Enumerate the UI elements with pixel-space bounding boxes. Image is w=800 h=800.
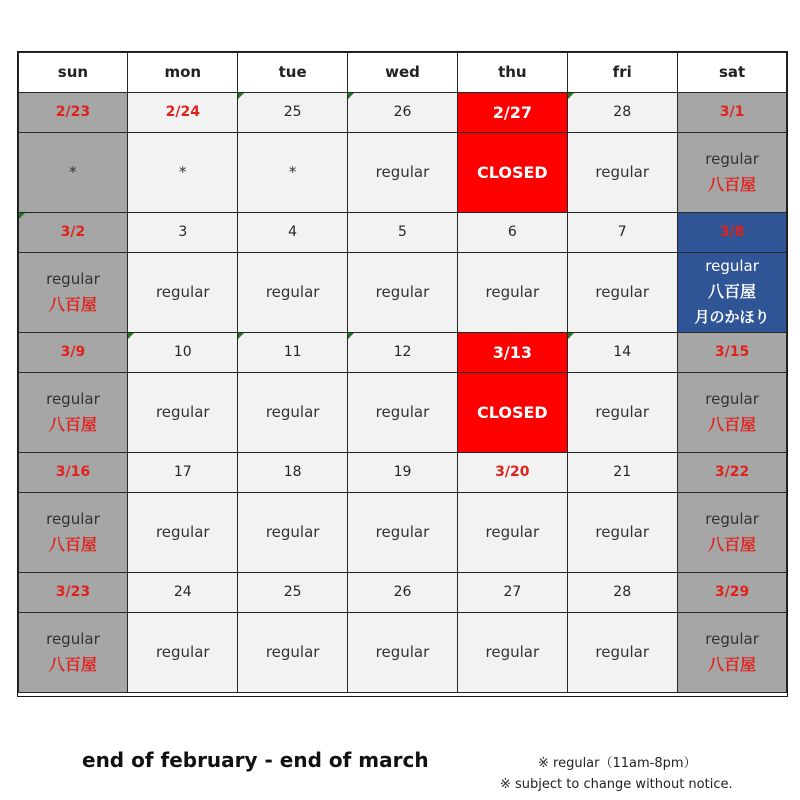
date-cell[interactable] [347, 332, 458, 373]
schedule-cell[interactable] [18, 372, 129, 453]
event-name: 月のかほり [694, 308, 770, 326]
schedule-label: regular [595, 643, 650, 661]
vendor-tag: 八百屋 [708, 174, 757, 194]
date-label: 2/24 [165, 104, 200, 120]
date-label: 2/27 [492, 102, 532, 122]
schedule-cell[interactable] [18, 612, 129, 693]
date-label: 6 [507, 224, 517, 240]
schedule-label: * [288, 163, 297, 181]
date-cell[interactable] [18, 92, 129, 133]
schedule-cell[interactable] [347, 372, 458, 453]
vendor-tag: 八百屋 [48, 654, 97, 674]
weekday-header-sun: sun [18, 52, 129, 93]
date-cell[interactable] [677, 452, 788, 493]
date-label: 27 [503, 584, 522, 600]
date-cell[interactable] [457, 572, 568, 613]
vendor-tag: 八百屋 [708, 414, 757, 434]
change-note: ※ subject to change without notice. [500, 777, 733, 792]
period-title: end of february - end of march [82, 748, 429, 772]
date-label: 28 [613, 104, 632, 120]
schedule-label: regular [595, 523, 650, 541]
schedule-label: regular [155, 523, 210, 541]
date-label: 7 [617, 224, 627, 240]
schedule-cell[interactable] [237, 372, 348, 453]
weekday-header-sat: sat [677, 52, 788, 93]
schedule-label: regular [265, 643, 320, 661]
schedule-cell[interactable] [677, 492, 788, 573]
date-label: 3/13 [492, 342, 532, 362]
date-cell[interactable] [347, 92, 458, 133]
date-label: 3/23 [55, 584, 91, 600]
schedule-cell[interactable] [347, 492, 458, 573]
schedule-label: regular [155, 283, 210, 301]
schedule-cell[interactable] [567, 372, 678, 453]
schedule-label: regular [595, 283, 650, 301]
date-cell[interactable] [237, 332, 348, 373]
date-label: 12 [393, 344, 412, 360]
date-label: 26 [393, 584, 412, 600]
date-cell[interactable] [237, 212, 348, 253]
schedule-cell[interactable] [567, 132, 678, 213]
date-cell[interactable] [347, 212, 458, 253]
vendor-tag: 八百屋 [708, 282, 757, 301]
schedule-label: regular [46, 629, 100, 648]
date-label: 3/16 [55, 464, 91, 480]
date-cell[interactable] [677, 212, 788, 253]
date-label: 24 [173, 584, 192, 600]
date-cell[interactable] [457, 212, 568, 253]
date-cell[interactable] [237, 452, 348, 493]
schedule-cell[interactable] [567, 612, 678, 693]
schedule-cell[interactable] [18, 132, 129, 213]
closed-label: CLOSED [477, 402, 548, 422]
date-cell[interactable] [237, 572, 348, 613]
vendor-tag: 八百屋 [708, 654, 757, 674]
date-cell[interactable] [127, 212, 238, 253]
schedule-label: regular [705, 149, 759, 168]
date-cell[interactable] [127, 332, 238, 373]
schedule-cell[interactable] [237, 132, 348, 213]
weekday-header-mon: mon [127, 52, 238, 93]
date-cell[interactable] [18, 452, 129, 493]
schedule-label: regular [375, 403, 430, 421]
schedule-label: regular [265, 523, 320, 541]
date-label: 25 [283, 584, 302, 600]
schedule-label: * [179, 163, 187, 181]
schedule-label: regular [375, 283, 430, 301]
date-label: 2/23 [55, 104, 91, 120]
date-cell[interactable] [567, 332, 678, 373]
date-cell[interactable] [677, 332, 788, 373]
date-cell[interactable] [457, 332, 568, 373]
schedule-label: regular [485, 523, 540, 541]
schedule-cell[interactable] [127, 132, 238, 213]
date-label: 3/9 [60, 344, 86, 360]
schedule-cell[interactable] [347, 612, 458, 693]
schedule-cell[interactable] [457, 612, 568, 693]
date-label: 14 [613, 344, 632, 360]
schedule-cell[interactable] [347, 132, 458, 213]
schedule-cell[interactable] [127, 372, 238, 453]
vendor-tag: 八百屋 [48, 534, 97, 554]
weekday-header-fri: fri [567, 52, 678, 93]
calendar-grid [17, 51, 788, 697]
schedule-label: regular [705, 257, 759, 275]
date-cell[interactable] [567, 452, 678, 493]
schedule-label: regular [375, 643, 430, 661]
date-cell[interactable] [677, 92, 788, 133]
schedule-label: regular [705, 509, 759, 528]
schedule-cell[interactable] [347, 252, 458, 333]
date-cell[interactable] [127, 452, 238, 493]
schedule-label: regular [485, 643, 540, 661]
schedule-cell[interactable] [18, 252, 129, 333]
schedule-label: regular [155, 403, 210, 421]
date-cell[interactable] [237, 92, 348, 133]
schedule-label: regular [485, 283, 540, 301]
schedule-cell[interactable] [127, 612, 238, 693]
schedule-label: regular [705, 629, 759, 648]
schedule-cell[interactable] [237, 492, 348, 573]
closed-label: CLOSED [477, 162, 548, 182]
weekday-header-tue: tue [237, 52, 348, 93]
date-label: 3/22 [714, 464, 750, 480]
date-label: 3/15 [714, 344, 750, 360]
schedule-label: regular [375, 523, 430, 541]
date-cell[interactable] [18, 572, 129, 613]
date-label: 19 [393, 464, 412, 480]
closed-day-cell[interactable] [457, 132, 568, 213]
schedule-cell[interactable] [677, 132, 788, 213]
date-cell[interactable] [127, 572, 238, 613]
vendor-tag: 八百屋 [708, 534, 757, 554]
date-label: 3/2 [60, 224, 86, 240]
date-label: 11 [283, 344, 302, 360]
date-cell[interactable] [567, 212, 678, 253]
schedule-cell[interactable] [127, 492, 238, 573]
schedule-label: regular [46, 389, 100, 408]
date-cell[interactable] [567, 92, 678, 133]
date-cell[interactable] [127, 92, 238, 133]
date-cell[interactable] [347, 452, 458, 493]
vendor-tag: 八百屋 [48, 414, 97, 434]
schedule-cell[interactable] [457, 252, 568, 333]
date-label: 17 [173, 464, 192, 480]
date-cell[interactable] [457, 92, 568, 133]
date-cell[interactable] [18, 332, 129, 373]
weekday-header-thu: thu [457, 52, 568, 93]
date-cell[interactable] [347, 572, 458, 613]
schedule-label: regular [265, 403, 320, 421]
vendor-tag: 八百屋 [48, 294, 97, 314]
date-label: 18 [283, 464, 302, 480]
schedule-cell[interactable] [127, 252, 238, 333]
date-label: 28 [613, 584, 632, 600]
schedule-cell[interactable] [677, 372, 788, 453]
schedule-label: regular [46, 509, 100, 528]
date-label: 4 [288, 224, 298, 240]
schedule-cell[interactable] [567, 252, 678, 333]
schedule-cell[interactable] [567, 492, 678, 573]
schedule-label: regular [595, 163, 650, 181]
schedule-cell[interactable] [237, 252, 348, 333]
date-cell[interactable] [457, 452, 568, 493]
schedule-label: regular [705, 389, 759, 408]
date-label: 10 [173, 344, 192, 360]
date-label: 26 [393, 104, 412, 120]
date-label: 3/1 [719, 104, 745, 120]
schedule-label: regular [265, 283, 320, 301]
schedule-label: regular [155, 643, 210, 661]
schedule-label: regular [375, 163, 430, 181]
date-label: 21 [613, 464, 632, 480]
schedule-cell[interactable] [677, 252, 788, 333]
date-label: 3/29 [714, 584, 750, 600]
schedule-label: regular [46, 269, 100, 288]
date-label: 3/20 [495, 464, 530, 480]
schedule-cell[interactable] [237, 612, 348, 693]
hours-note: ※ regular（11am-8pm） [538, 756, 697, 771]
date-cell[interactable] [677, 572, 788, 613]
date-cell[interactable] [18, 212, 129, 253]
weekday-header-wed: wed [347, 52, 458, 93]
date-label: 25 [283, 104, 302, 120]
schedule-label: regular [595, 403, 650, 421]
schedule-cell[interactable] [18, 492, 129, 573]
schedule-label: * [69, 163, 77, 181]
schedule-cell[interactable] [457, 492, 568, 573]
date-label: 3/8 [719, 224, 745, 240]
closed-day-cell[interactable] [457, 372, 568, 453]
date-cell[interactable] [567, 572, 678, 613]
date-label: 5 [398, 224, 407, 240]
date-label: 3 [178, 224, 188, 240]
schedule-cell[interactable] [677, 612, 788, 693]
